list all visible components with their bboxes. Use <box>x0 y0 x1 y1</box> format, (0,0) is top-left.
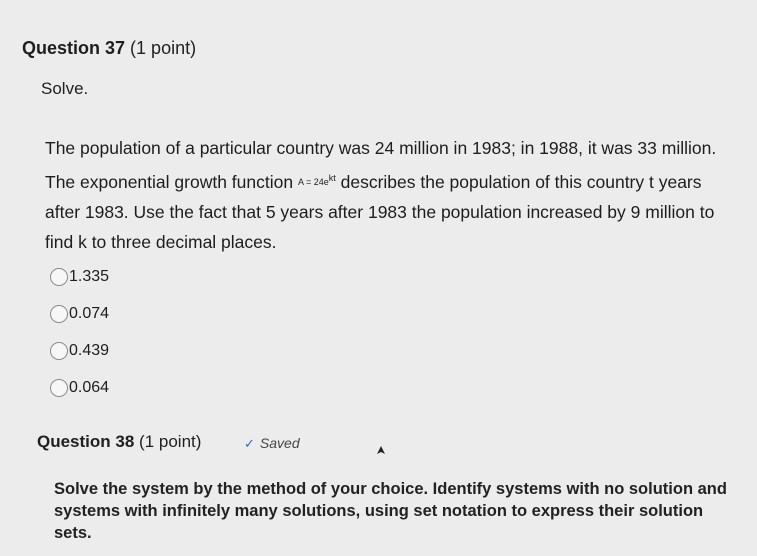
answer-option[interactable] <box>50 295 109 332</box>
question-number: Question 38 <box>37 432 135 451</box>
question-38-prompt: Solve the system by the method of your choice. Identify systems with no solution and systems with infinitely many solutions, using set notation to express their solution sets. <box>54 480 727 542</box>
radio-button[interactable] <box>50 379 68 397</box>
radio-button[interactable] <box>50 305 68 323</box>
formula-base: A = 24e <box>297 177 329 187</box>
saved-status <box>244 435 300 452</box>
formula-exponent: kt <box>328 173 336 183</box>
question-37-title <box>22 38 196 59</box>
question-points: (1 point) <box>139 432 202 451</box>
answer-option-label: 0.074 <box>69 304 110 322</box>
mouse-cursor-icon <box>376 445 386 455</box>
question-points: (1 point) <box>130 38 197 58</box>
question-38-title <box>37 432 201 452</box>
answer-option-label: 0.064 <box>69 378 110 396</box>
radio-button[interactable] <box>50 268 68 286</box>
saved-label: Saved <box>259 435 300 451</box>
answer-option[interactable] <box>50 369 109 406</box>
answer-options <box>50 258 109 406</box>
prompt-text-start: The population of a particular country was 24 million in 1983; in 1988, it was 33 million. The exponential growth function <box>45 138 717 192</box>
prompt-text-end: describes the population of this country t years after 1983. Use the fact that 5 years after 1983 the population increased by 9 million to find k to three decimal places. <box>45 172 715 252</box>
radio-button[interactable] <box>50 342 68 360</box>
answer-option[interactable] <box>50 332 109 369</box>
answer-option[interactable] <box>50 258 109 295</box>
question-prompt <box>45 133 725 257</box>
answer-option-label: 1.335 <box>69 267 110 285</box>
answer-option-label: 0.439 <box>69 341 110 359</box>
question-number: Question 37 <box>22 38 126 58</box>
growth-formula <box>297 173 336 187</box>
checkmark-icon: ✓ <box>244 436 255 451</box>
question-instruction: Solve. <box>41 79 89 98</box>
